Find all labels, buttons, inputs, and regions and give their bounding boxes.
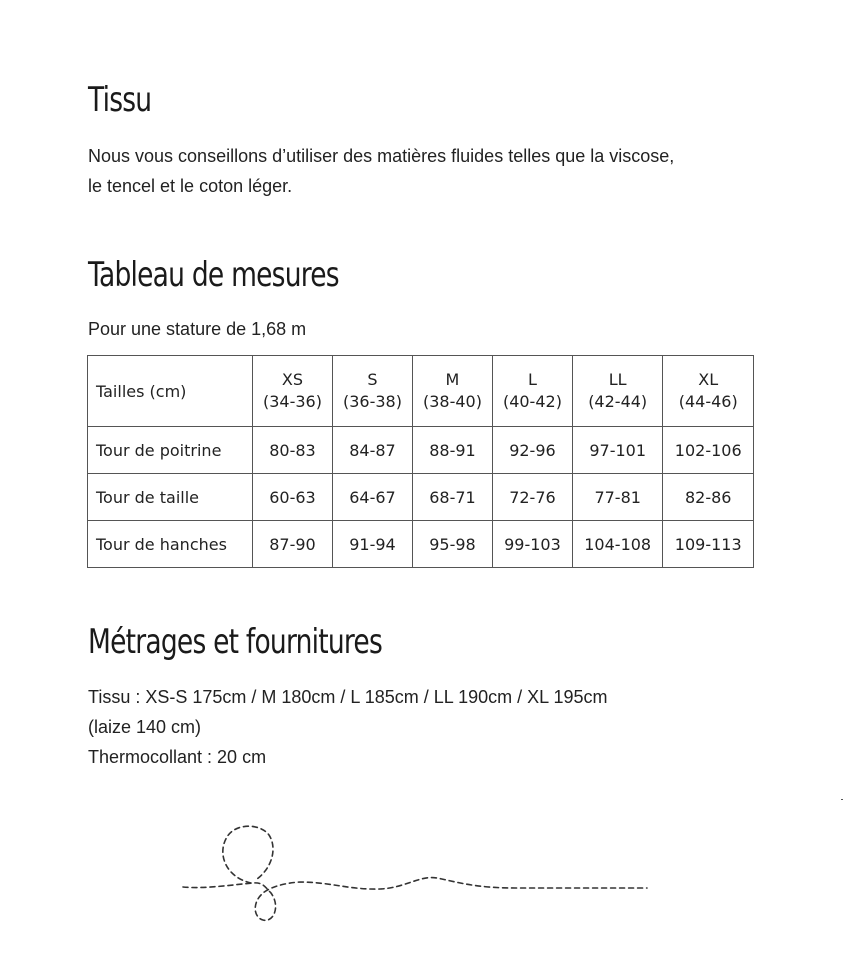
yardage-title: Métrages et fournitures: [88, 622, 382, 662]
table-cell: 77-81: [572, 474, 663, 521]
table-cell: 87-90: [253, 521, 333, 568]
table-cell: 82-86: [663, 474, 754, 521]
size-header-label: Tailles (cm): [88, 356, 253, 427]
table-cell: 80-83: [253, 427, 333, 474]
table-cell: 97-101: [572, 427, 663, 474]
table-row: [88, 474, 754, 521]
size-range: (42-44): [588, 392, 648, 411]
size-header-cell: [253, 356, 333, 427]
size-range: (40-42): [502, 392, 562, 411]
row-label-chest: Tour de poitrine: [88, 427, 253, 474]
size-range: (36-38): [342, 392, 402, 411]
table-cell: 102-106: [663, 427, 754, 474]
row-label-waist: Tour de taille: [88, 474, 253, 521]
size-name: L: [527, 370, 537, 389]
table-cell: 104-108: [572, 521, 663, 568]
size-range: (34-36): [263, 392, 322, 411]
size-name: XL: [698, 370, 719, 389]
table-cell: 109-113: [663, 521, 754, 568]
size-name: LL: [608, 370, 627, 389]
table-cell: 92-96: [492, 427, 572, 474]
table-cell: 64-67: [332, 474, 412, 521]
table-cell: 95-98: [412, 521, 492, 568]
fabric-description-line-2: le tencel et le coton léger.: [88, 176, 293, 196]
table-cell: 72-76: [492, 474, 572, 521]
size-name: S: [367, 370, 378, 389]
table-cell: 84-87: [332, 427, 412, 474]
row-label-hips: Tour de hanches: [88, 521, 253, 568]
size-header-cell: [492, 356, 572, 427]
yardage-line-interfacing: Thermocollant : 20 cm: [88, 747, 267, 767]
dashed-scissor-line-icon: [175, 815, 655, 930]
measurements-subtitle: Pour une stature de 1,68 m: [88, 319, 307, 339]
size-header-cell: [412, 356, 492, 427]
size-name: M: [445, 370, 460, 389]
size-header-cell: [332, 356, 412, 427]
size-header-cell: [572, 356, 663, 427]
fabric-title: Tissu: [88, 80, 152, 120]
fabric-description-line-1: Nous vous conseillons d’utiliser des matières fluides telles que la viscose,: [88, 146, 675, 166]
yardage-line-fabric: Tissu : XS-S 175cm / M 180cm / L 185cm / LL 190cm / XL 195cm: [88, 687, 608, 707]
table-row: [88, 521, 754, 568]
dashed-thread-path: [183, 878, 647, 921]
table-cell: 60-63: [253, 474, 333, 521]
table-cell: 88-91: [412, 427, 492, 474]
dashed-loop-path: [223, 826, 273, 883]
size-header-row: [88, 356, 754, 427]
measurements-title: Tableau de mesures: [88, 255, 339, 295]
yardage-line-width: (laize 140 cm): [88, 717, 202, 737]
fabric-description: [88, 141, 674, 201]
size-range: (44-46): [678, 392, 738, 411]
table-cell: 99-103: [492, 521, 572, 568]
size-header-cell: [663, 356, 754, 427]
table-row: [88, 427, 754, 474]
size-name: XS: [281, 370, 304, 389]
size-range: (38-40): [422, 392, 482, 411]
table-cell: 91-94: [332, 521, 412, 568]
yardage-details: [88, 682, 608, 772]
size-chart-table: [87, 355, 754, 568]
table-cell: 68-71: [412, 474, 492, 521]
stray-mark: [841, 799, 843, 800]
